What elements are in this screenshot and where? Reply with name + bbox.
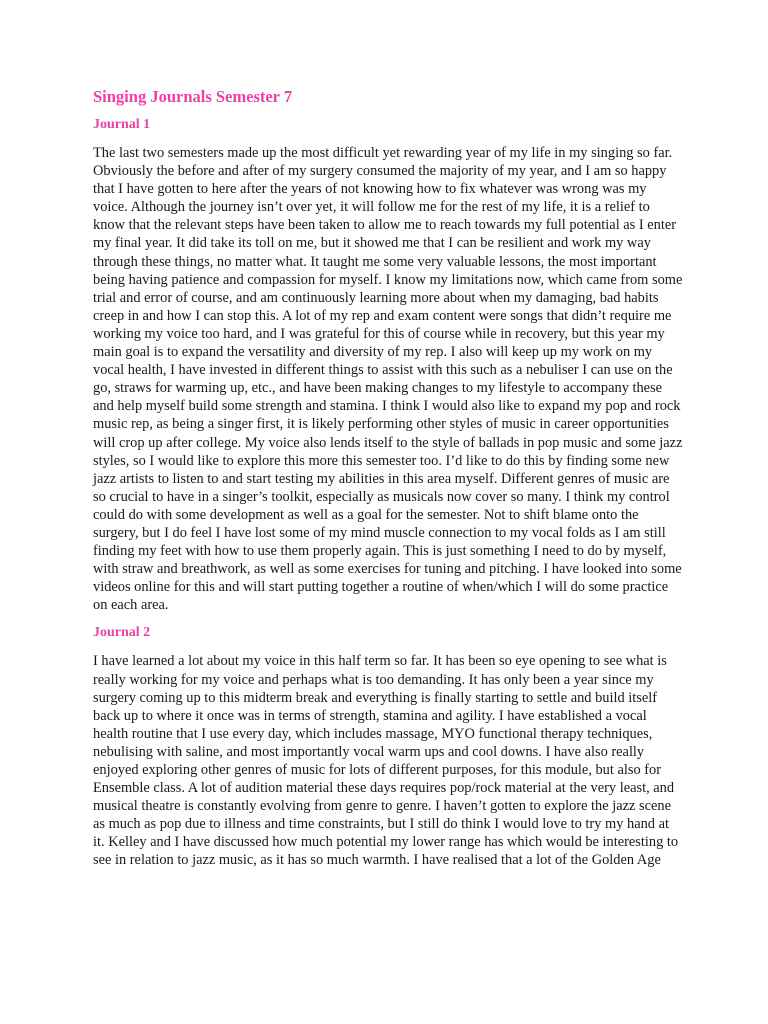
journal-2-body: I have learned a lot about my voice in this half term so far. It has been so eye opening to see what is really working for my voice and perhaps what is too demanding. It has only been a year since my surgery coming up to this midterm break and everything is finally starting to settle and build itself back up to where it once was in terms of strength, stamina and agility. I have established a vocal health routine that I use every day, which includes massage, MYO functional therapy techniques, nebulising with saline, and most importantly vocal warm ups and cool downs. I have also really enjoyed exploring other genres of music for lots of different purposes, for this module, but also for Ensemble class. A lot of audition material these days requires pop/rock material at the very least, and musical theatre is constantly evolving from genre to genre. I haven’t gotten to explore the jazz scene as much as pop due to illness and time constraints, but I still do think I would love to try my hand at it. Kelley and I have discussed how much potential my lower range has which would be interesting to see in relation to jazz music, as it has so much warmth. I have realised that a lot of the Golden Age [93,653,679,869]
document-page [93,86,683,879]
journal-1-body: The last two semesters made up the most difficult yet rewarding year of my life in my singing so far. Obviously the before and after of my surgery consumed the majority of my year, and I am so happy that I have gotten to here after the years of not knowing how to fix whatever was wrong was my voice. Although the journey isn’t over yet, it will follow me for the rest of my life, it is a relief to know that the relevant steps have been taken to allow me to reach towards my full potential as I enter my final year. It did take its toll on me, but it showed me that I can be resilient and work my way through these things, no matter what. It taught me some very valuable lessons, the most important being having patience and compassion for myself. I know my limitations now, which came from some trial and error of course, and am continuously learning more about when my damaging, bad habits creep in and how I can stop this. A lot of my rep and exam content were songs that didn’t require me working my voice too hard, and I was grateful for this of course while in recovery, but this year my main goal is to expand the versatility and diversity of my rep. I also will keep up my work on my vocal health, I have invested in different things to assist with this such as a nebuliser I can use on the go, straws for warming up, etc., and have been making changes to my lifestyle to accompany these and help myself build some strength and stamina. I think I would also like to expand my pop and rock music rep, as being a singer first, it is likely performing other styles of music in career opportunities will crop up after college. My voice also lends itself to the style of ballads in pop music and some jazz styles, so I would like to explore this more this semester too. I’d like to do this by finding some new jazz artists to listen to and start testing my abilities in this area myself. Different genres of music are so crucial to have in a singer’s toolkit, especially as musicals now cover so many. I think my control could do with some development as well as a goal for the semester. Not to shift blame onto the surgery, but I do feel I have lost some of my mind muscle connection to my vocal folds as I am still finding my feet with how to use them properly again. This is just something I need to do by myself, with straw and breathwork, as well as some exercises for tuning and pitching. I have looked into some videos online for this and will start putting together a routine of when/which I will do some practice on each area. [93,145,683,614]
journal-2-heading: Journal 2 [93,625,151,641]
document-title: Singing Journals Semester 7 [93,87,293,106]
journal-1-heading: Journal 1 [93,117,151,132]
